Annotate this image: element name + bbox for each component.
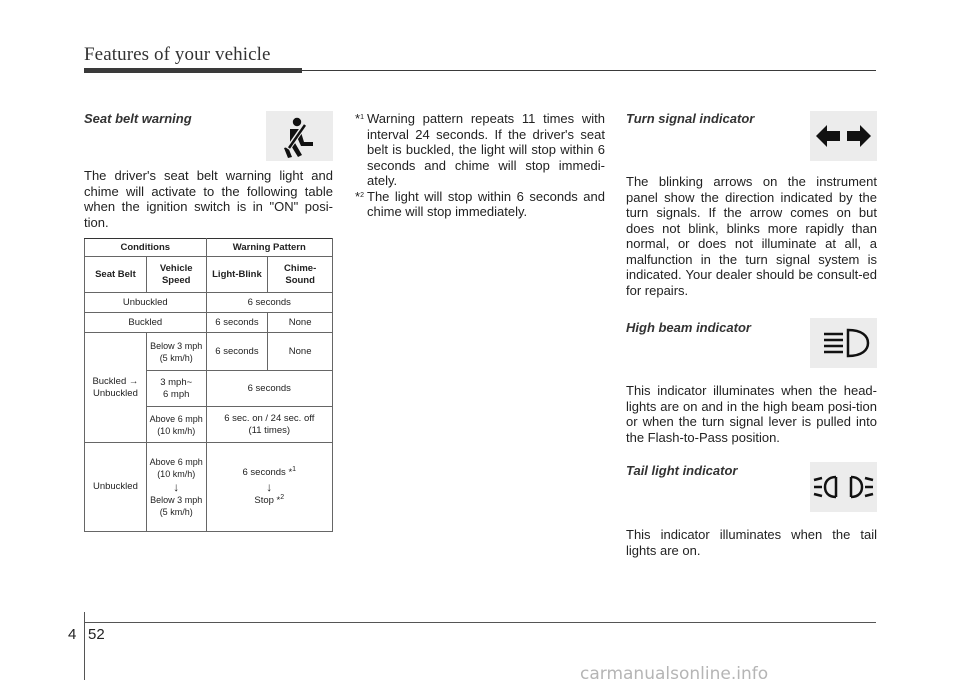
table-row: Unbuckled Above 6 mph (10 km/h) ↓ Below 3 mph (5 km/h) 6 seconds *$^1$ ↓ Stop *$^2$ [85,443,333,532]
turn-signal-icon-box [810,111,877,161]
turn-signal-arrows-icon [810,111,877,161]
seatbelt-section-title: Seat belt warning [84,111,192,126]
table-header-light-blink: Light-Blink [206,257,268,293]
tail-light-section-title: Tail light indicator [626,463,738,478]
high-beam-body: This indicator illuminates when the head-lights are on and in the high beam posi-tion or when the turn signal lever is pulled into the Flash-to-Pass position. [626,383,877,445]
seatbelt-icon-box [266,111,333,161]
table-header-chime-sound: Chime- Sound [268,257,333,293]
table-header-warning-pattern: Warning Pattern [206,239,332,257]
tail-light-icon-box [810,462,877,512]
seatbelt-warning-table [84,238,333,532]
seatbelt-body: The driver's seat belt warning light and chime will activate to the following table when the ignition switch is in "ON" posi-tion. [84,168,333,230]
footer-vertical-rule [84,612,85,680]
high-beam-section-title: High beam indicator [626,320,751,335]
seatbelt-warning-icon [266,111,333,161]
tail-light-body: This indicator illuminates when the tail lights are on. [626,527,877,558]
high-beam-icon-box [810,318,877,368]
turn-signal-section-title: Turn signal indicator [626,111,755,126]
turn-signal-body: The blinking arrows on the instrument panel show the direction indicated by the turn signals. If the arrow comes on but does not blink, blinks more rapidly than normal, or does not illuminate at all, a malfunction in the turn signal system is indicated. Your dealer should be consult-ed for repairs. [626,174,877,298]
table-header-vehicle-speed: Vehicle Speed [146,257,206,293]
footer-rule [84,622,876,623]
footnotes [355,111,605,220]
header-rule-thick [84,68,302,73]
table-row: Buckled 6 seconds None [85,313,333,333]
high-beam-icon [810,318,877,368]
table-cell-buckled-unbuckled: Buckled → Unbuckled [85,333,147,443]
tail-light-icon [810,462,877,512]
page-header-title: Features of your vehicle [84,44,271,65]
footnote-1: *$^1$ Warning pattern repeats 11 times with interval 24 seconds. If the driver's seat belt is buckled, the light will stop within 6 seconds and chime will stop immedi-ately. [355,111,605,188]
table-header-conditions: Conditions [85,239,207,257]
footnote-2: *$^2$ The light will stop within 6 seconds and chime will stop immediately. [355,188,605,219]
page-number: 52 [88,626,105,643]
table-row: 3 mph~ 6 mph 6 seconds [85,371,333,407]
header-rule-thin [302,70,876,71]
chapter-number: 4 [68,626,77,643]
table-row: Buckled → Unbuckled Below 3 mph (5 km/h) 6 seconds None [85,333,333,371]
table-row: Above 6 mph (10 km/h) 6 sec. on / 24 sec. off (11 times) [85,407,333,443]
table-header-seat-belt: Seat Belt [85,257,147,293]
table-row: Unbuckled 6 seconds [85,293,333,313]
watermark: carmanualsonline.info [580,664,769,684]
